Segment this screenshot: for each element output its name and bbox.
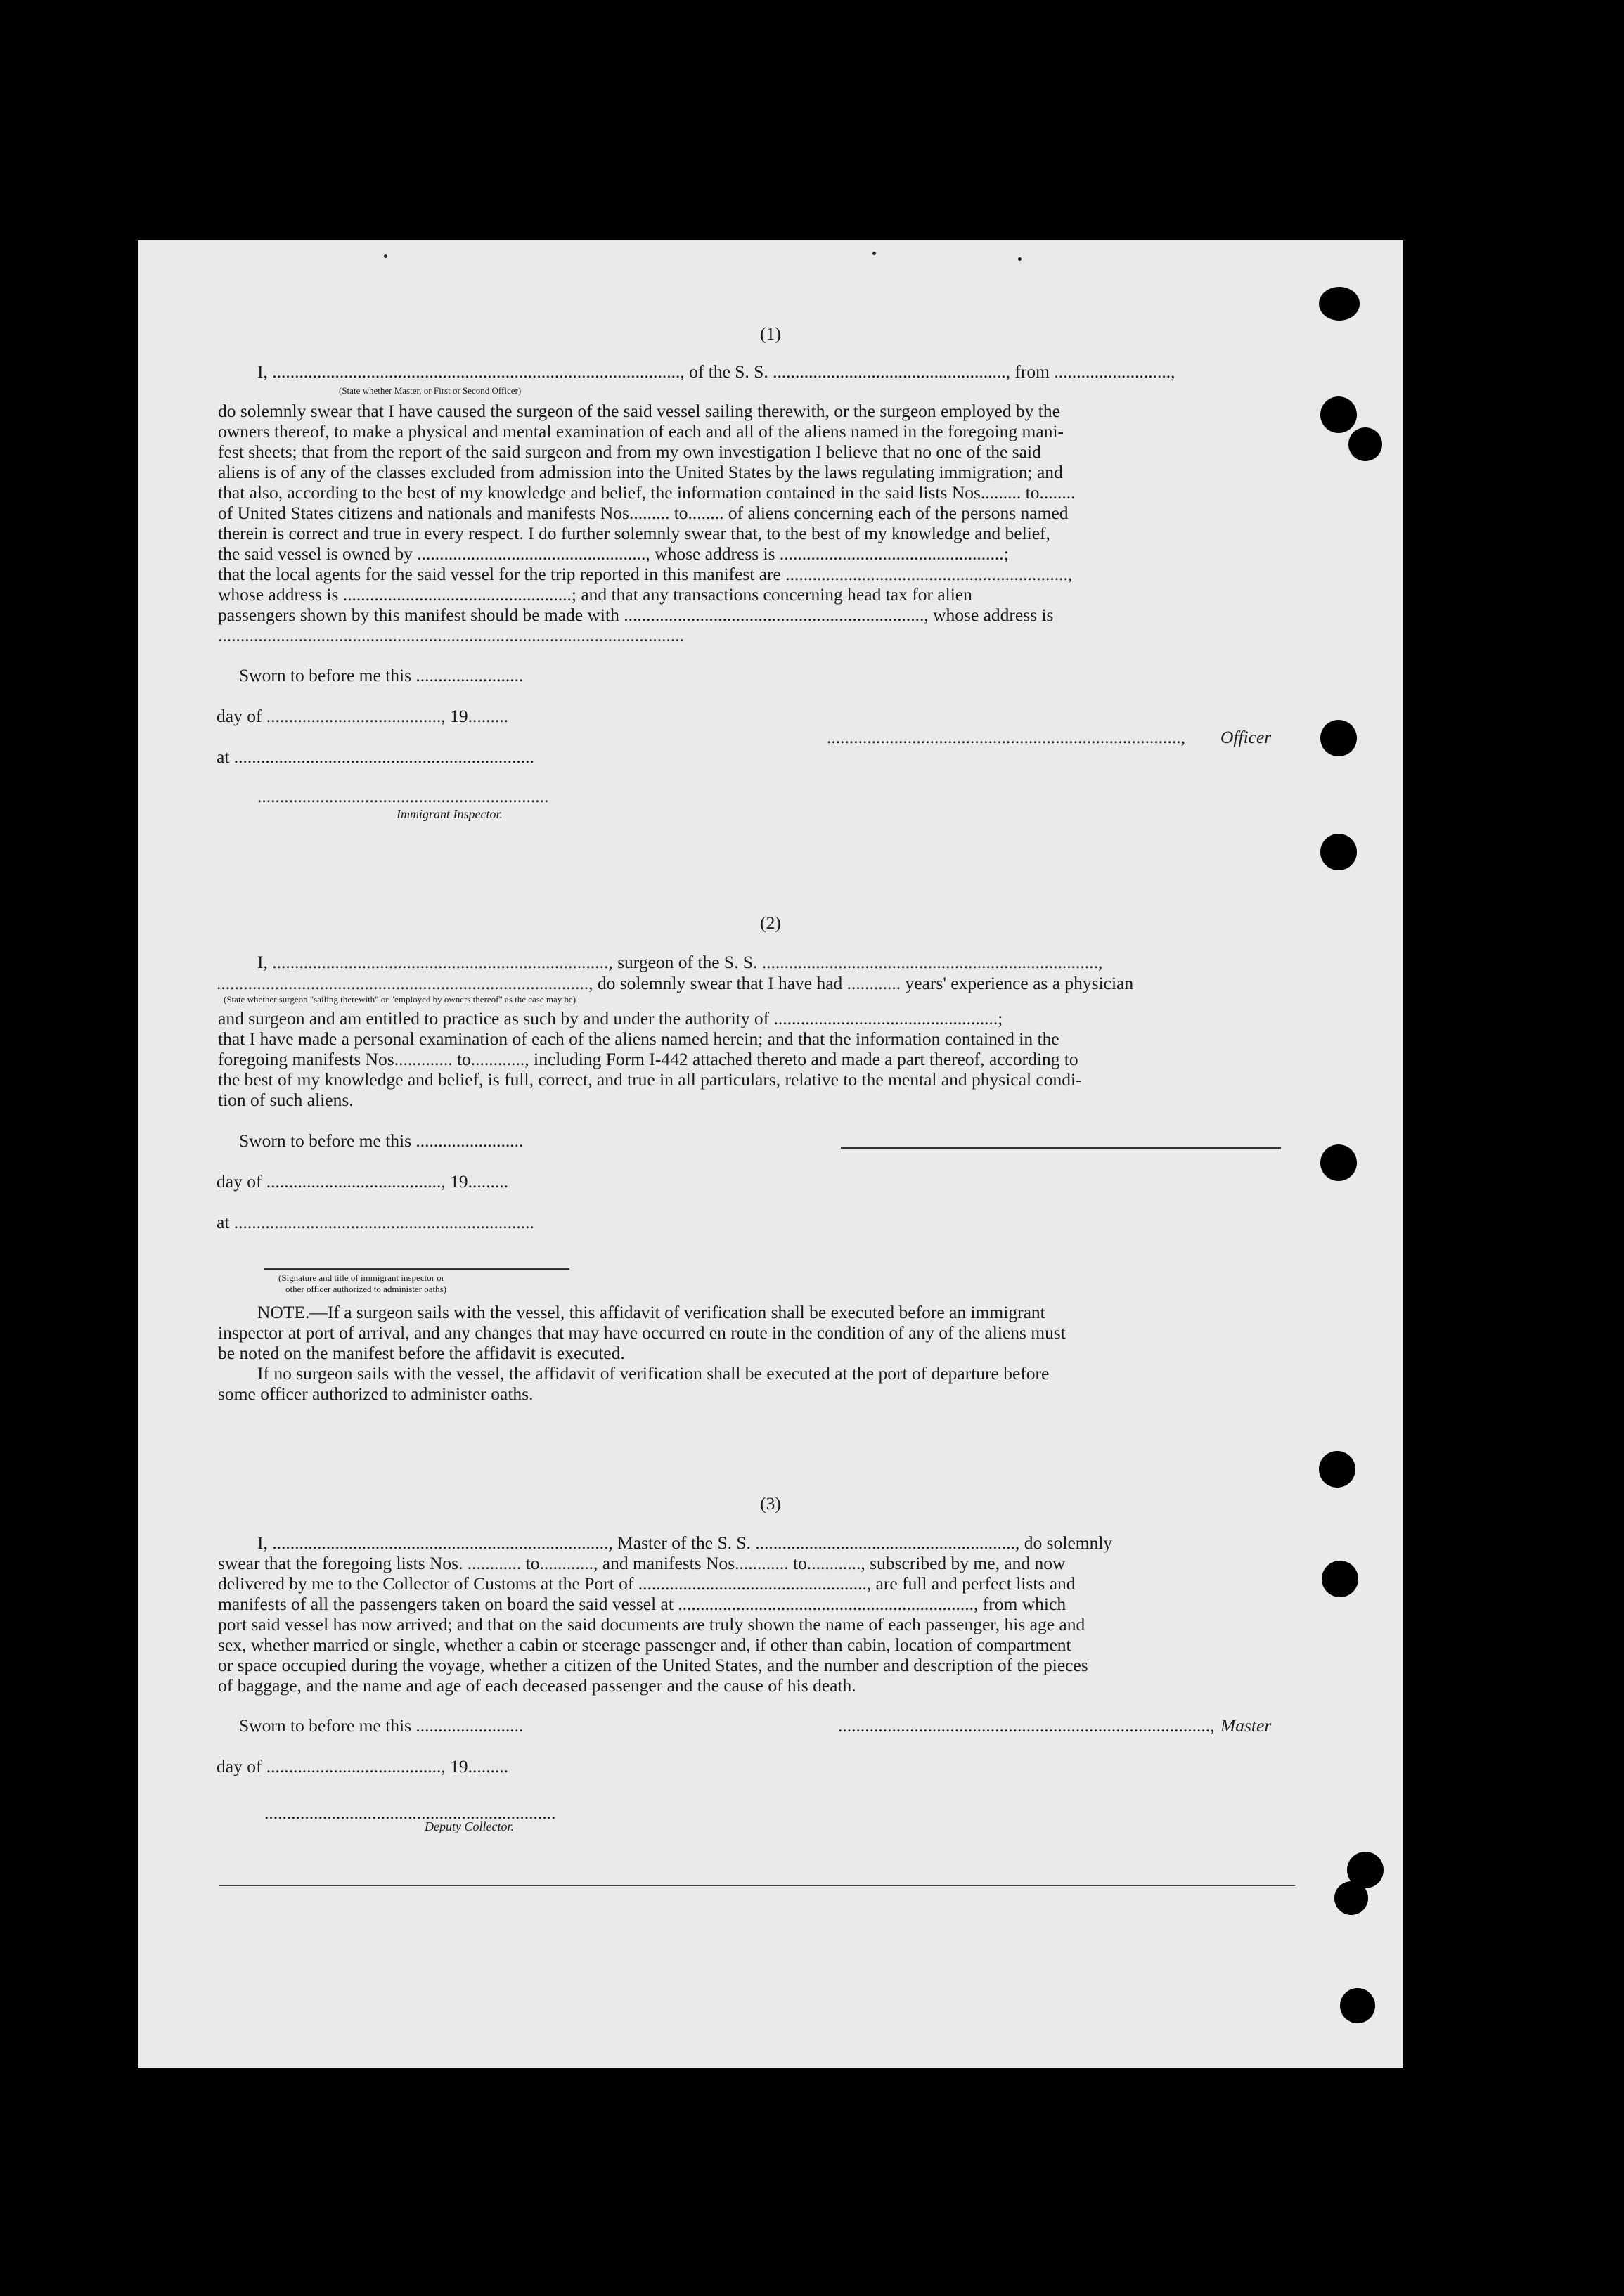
section2-body-line: the best of my knowledge and belief, is full, correct, and true in all particulars, relative to the mental and physical condi-	[218, 1069, 1082, 1090]
section2-body-line: that I have made a personal examination of each of the aliens named herein; and that the information contained in the	[218, 1028, 1059, 1049]
section1-officer-note: (State whether Master, or First or Second Officer)	[339, 385, 522, 396]
section3-body-line: I, ..........................................................................., Master of the S. S. .........................................................., do solemnly	[257, 1533, 1113, 1553]
punch-hole	[1320, 396, 1357, 433]
punch-hole	[1320, 834, 1357, 870]
section1-body-line: that also, according to the best of my knowledge and belief, the information contained in the said lists Nos......... to........	[218, 482, 1076, 503]
section1-number: (1)	[760, 323, 781, 344]
punch-hole	[1320, 720, 1357, 756]
punch-hole	[1348, 427, 1382, 461]
section2-sig-note-1: (Signature and title of immigrant inspector or	[278, 1272, 445, 1283]
section1-body-line: therein is correct and true in every respect. I do further solemnly swear that, to the best of my knowledge and belief,	[218, 523, 1050, 543]
section1-sworn: Sworn to before me this ........................	[239, 665, 524, 685]
punch-hole	[1319, 1451, 1355, 1488]
section1-body-line: fest sheets; that from the report of the said surgeon and from my own investigation I believe that no one of the said	[218, 441, 1041, 462]
section1-inspector-line: .................................................................	[257, 786, 549, 806]
section3-master-line: ...................................................................................,	[838, 1715, 1215, 1736]
section2-signature-rule	[841, 1147, 1281, 1149]
section2-body-line: and surgeon and am entitled to practice as such by and under the authority of ..................................................;	[218, 1008, 1003, 1028]
section1-body-line: aliens is of any of the classes excluded from admission into the United States by the laws regulating immigration; and	[218, 462, 1063, 482]
punch-hole	[1334, 1881, 1368, 1915]
section2-note-text-4: If no surgeon sails with the vessel, the affidavit of verification shall be executed at the port of departure before	[257, 1363, 1050, 1384]
section3-body-line: sex, whether married or single, whether a cabin or steerage passenger and, if other than cabin, location of compartment	[218, 1634, 1071, 1655]
section1-body-line: of United States citizens and nationals and manifests Nos......... to........ of aliens concerning each of the persons named	[218, 503, 1069, 523]
section1-officer-signature-line: ...............................................................................,	[827, 727, 1185, 747]
section3-day: day of ......................................., 19.........	[217, 1756, 509, 1776]
section3-body-line: port said vessel has now arrived; and that on the said documents are truly shown the name of each passenger, his age and	[218, 1614, 1085, 1634]
section2-note-text-2: inspector at port of arrival, and any changes that may have occurred en route in the condition of any of the aliens must	[218, 1322, 1066, 1343]
section2-at: at ...................................................................	[217, 1212, 534, 1232]
section3-number: (3)	[760, 1493, 781, 1514]
section3-body-line: of baggage, and the name and age of each deceased passenger and the cause of his death.	[218, 1675, 856, 1696]
section1-inspector-label: Immigrant Inspector.	[397, 807, 503, 821]
section3-body-line: delivered by me to the Collector of Customs at the Port of ..................................................., are full and perfect lists and	[218, 1573, 1076, 1594]
section2-day: day of ......................................., 19.........	[217, 1171, 509, 1192]
section3-collector-label: Deputy Collector.	[425, 1819, 514, 1833]
speck	[1018, 257, 1022, 261]
section2-note-text-1: NOTE.—If a surgeon sails with the vessel, this affidavit of verification shall be executed before an immigrant	[257, 1302, 1045, 1322]
section1-officer-label: Officer	[1220, 727, 1272, 747]
section2-line-a: I, ..........................................................................., surgeon of the S. S. ...........................................................................,	[257, 952, 1103, 972]
section3-master-label: Master	[1220, 1715, 1272, 1736]
section3-body-line: swear that the foregoing lists Nos. ............ to............, and manifests Nos............ to............, subscribed by me, and now	[218, 1553, 1066, 1573]
section2-body-line: tion of such aliens.	[218, 1090, 354, 1110]
bottom-rule	[219, 1885, 1295, 1886]
punch-hole	[1320, 1144, 1357, 1181]
section1-body-line: passengers shown by this manifest should be made with ..................................................................., whose address is	[218, 605, 1054, 625]
manifest-reverse-page	[138, 240, 1403, 2068]
speck	[872, 252, 876, 255]
section3-body-line: or space occupied during the voyage, whether a citizen of the United States, and the number and description of the pieces	[218, 1655, 1088, 1675]
section2-number: (2)	[760, 912, 781, 933]
section1-body-line: that the local agents for the said vessel for the trip reported in this manifest are ...............................................................,	[218, 564, 1073, 584]
punch-hole	[1322, 1561, 1358, 1597]
section3-body-line: manifests of all the passengers taken on board the said vessel at .................................................................., from which	[218, 1594, 1066, 1614]
punch-hole	[1340, 1988, 1375, 2023]
section2-sworn: Sworn to before me this ........................	[239, 1130, 524, 1151]
section3-sworn: Sworn to before me this ........................	[239, 1715, 524, 1736]
section2-note-text-3: be noted on the manifest before the affidavit is executed.	[218, 1343, 625, 1363]
section2-sig-note-2: other officer authorized to administer oaths)	[285, 1284, 446, 1294]
section2-body-line: foregoing manifests Nos............. to............, including Form I-442 attached thereto and made a part thereof, according to	[218, 1049, 1078, 1069]
section2-inspector-rule	[264, 1268, 569, 1270]
section2-line-b: ..................................................................................., do solemnly swear that I have had ............ years' experience as a physician	[217, 973, 1134, 993]
section1-body-line: the said vessel is owned by ..................................................., whose address is ..................................................;	[218, 543, 1009, 564]
section1-at: at ...................................................................	[217, 747, 534, 767]
section1-oath-line: I, ..........................................................................................., of the S. S. ...................................................., from ..........................,	[257, 361, 1175, 382]
section1-body-line: do solemnly swear that I have caused the surgeon of the said vessel sailing therewith, or the surgeon employed by the	[218, 401, 1060, 421]
section1-body	[218, 401, 1294, 645]
section1-day: day of ......................................., 19.........	[217, 706, 509, 726]
speck	[384, 254, 387, 258]
section2-note: (State whether surgeon "sailing therewith" or "employed by owners thereof" as the case may be)	[224, 994, 576, 1005]
section2-note-text-5: some officer authorized to administer oaths.	[218, 1384, 534, 1404]
punch-hole	[1319, 287, 1360, 321]
section1-body-line: whose address is ...................................................; and that any transactions concerning head tax for alien	[218, 584, 972, 605]
section3-collector-line: .................................................................	[264, 1802, 556, 1823]
section1-body-line: owners thereof, to make a physical and mental examination of each and all of the aliens named in the foregoing mani-	[218, 421, 1064, 441]
section2-body	[218, 1008, 1294, 1110]
section1-body-line: ........................................................................................................	[218, 625, 684, 645]
section3-body	[218, 1533, 1294, 1696]
